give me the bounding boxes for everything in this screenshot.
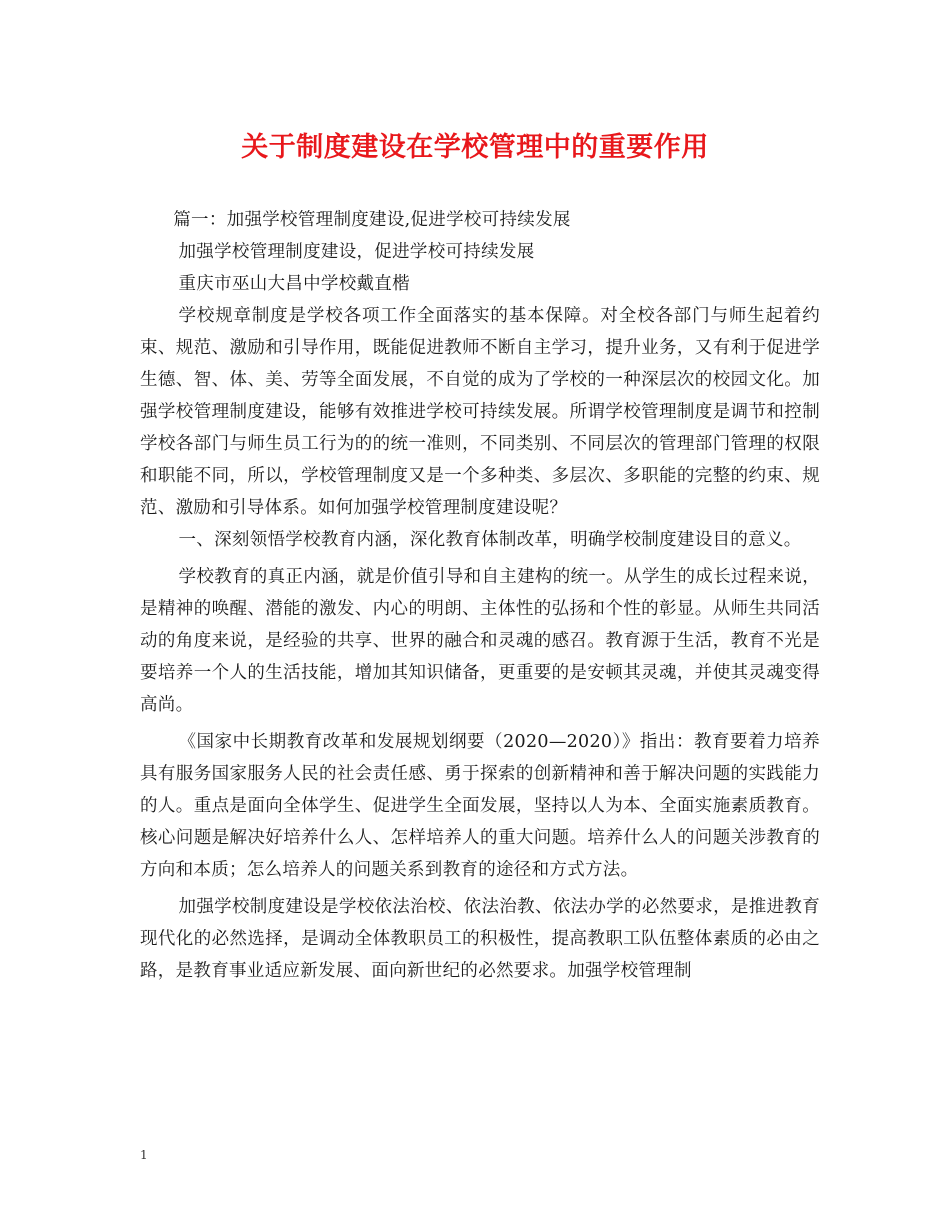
article-title: 加强学校管理制度建设，促进学校可持续发展	[178, 242, 535, 262]
section-heading: 篇一：加强学校管理制度建设,促进学校可持续发展	[173, 210, 571, 230]
document-title: 关于制度建设在学校管理中的重要作用	[241, 132, 709, 163]
author-line: 重庆市巫山大昌中学校戴直楷	[178, 274, 410, 294]
document-body	[140, 204, 820, 987]
body-paragraph: 《国家中长期教育改革和发展规划纲要（2020—2020）》指出：教育要着力培养具有服务国家服务人民的社会责任感、勇于探索的创新精神和善于解决问题的实践能力的人。重点是面向全体学生、促进学生全面发展，坚持以人为本、全面实施素质教育。核心问题是解决好培养什么人、怎样培养人的重大问题。培养什么人的问题关涉教育的方向和本质；怎么培养人的问题关系到教育的途径和方式方法。	[140, 732, 820, 880]
body-paragraph: 学校教育的真正内涵，就是价值引导和自主建构的统一。从学生的成长过程来说，是精神的唤醒、潜能的激发、内心的明朗、主体性的弘扬和个性的彰显。从师生共同活动的角度来说，是经验的共享、世界的融合和灵魂的感召。教育源于生活，教育不光是要培养一个人的生活技能，增加其知识储备，更重要的是安顿其灵魂，并使其灵魂变得高尚。	[140, 567, 820, 715]
body-paragraph: 一、深刻领悟学校教育内涵，深化教育体制改革，明确学校制度建设目的意义。	[178, 530, 802, 550]
body-paragraph: 学校规章制度是学校各项工作全面落实的基本保障。对全校各部门与师生起着约束、规范、激励和引导作用，既能促进教师不断自主学习，提升业务，又有利于促进学生德、智、体、美、劳等全面发展，不自觉的成为了学校的一种深层次的校园文化。加强学校管理制度建设，能够有效推进学校可持续发展。所谓学校管理制度是调节和控制学校各部门与师生员工行为的的统一准则，不同类别、不同层次的管理部门管理的权限和职能不同，所以，学校管理制度又是一个多种类、多层次、多职能的完整的约束、规范、激励和引导体系。如何加强学校管理制度建设呢？	[140, 306, 820, 518]
body-paragraph: 加强学校制度建设是学校依法治校、依法治教、依法办学的必然要求，是推进教育现代化的必然选择，是调动全体教职员工的积极性，提高教职工队伍整体素质的必由之路，是教育事业适应新发展、面向新世纪的必然要求。加强学校管理制	[140, 897, 820, 981]
page-number: 1	[140, 1148, 148, 1162]
